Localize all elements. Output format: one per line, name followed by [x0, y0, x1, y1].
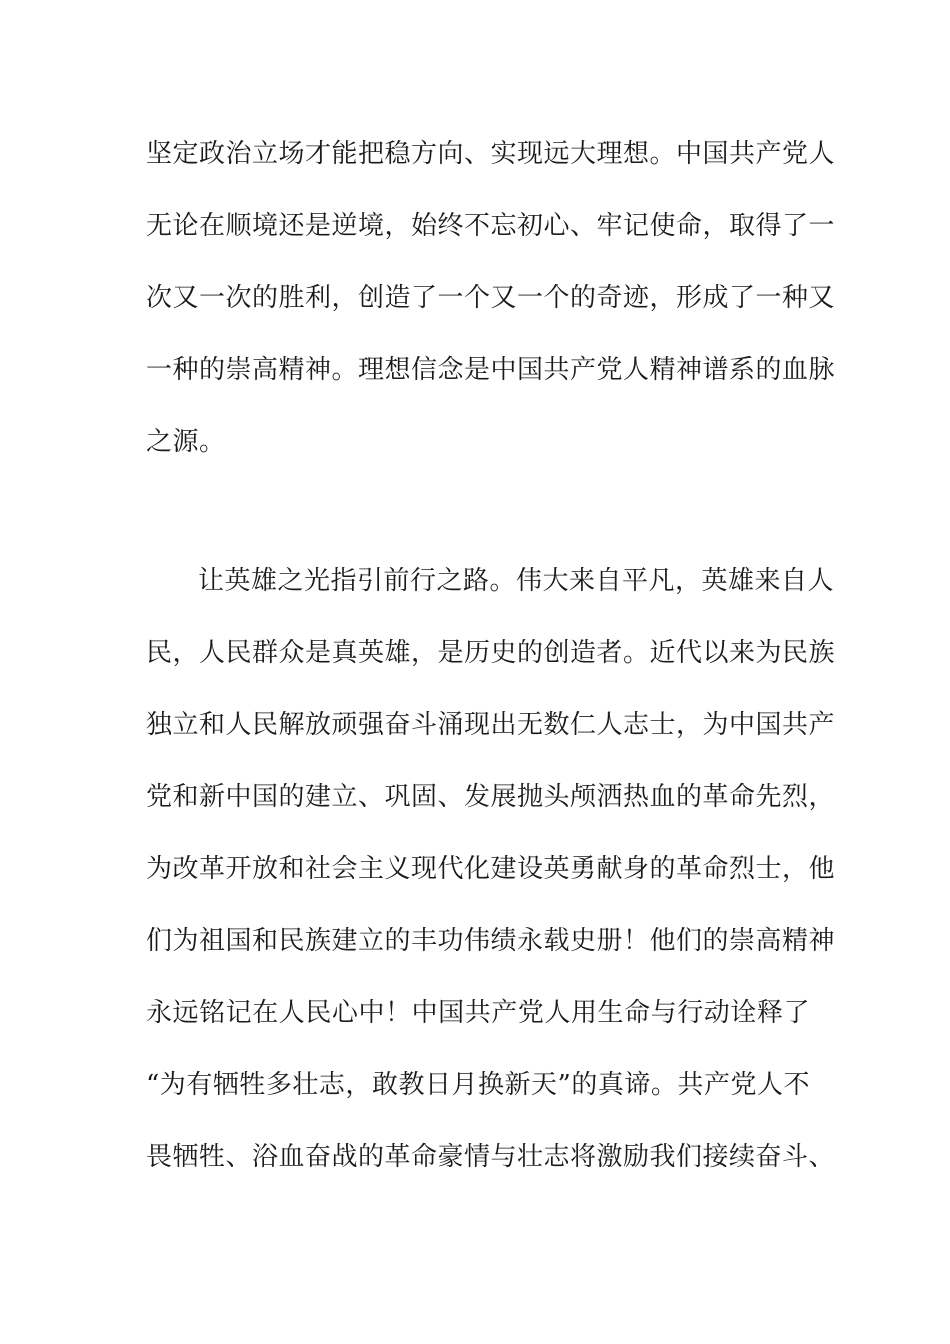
paragraph-2-line-4: 党和新中国的建立、巩固、发展抛头颅洒热血的革命先烈，	[146, 782, 836, 812]
paragraph-2-line-6: 们为祖国和民族建立的丰功伟绩永载史册！他们的崇高精神	[146, 926, 836, 956]
paragraph-2-line-5: 为改革开放和社会主义现代化建设英勇献身的革命烈士，他	[146, 854, 836, 884]
paragraph-1-line-4: 一种的崇高精神。理想信念是中国共产党人精神谱系的血脉	[146, 355, 836, 385]
paragraph-1-line-5: 之源。	[146, 427, 226, 457]
paragraph-1-line-2: 无论在顺境还是逆境，始终不忘初心、牢记使命，取得了一	[146, 211, 836, 241]
paragraph-2-line-8: “为有牺牲多壮志，敢教日月换新天”的真谛。共产党人不	[146, 1070, 810, 1100]
paragraph-2-line-3: 独立和人民解放顽强奋斗涌现出无数仁人志士，为中国共产	[146, 710, 836, 740]
paragraph-2-line-7: 永远铭记在人民心中！中国共产党人用生命与行动诠释了	[146, 998, 810, 1028]
paragraph-1-line-3: 次又一次的胜利，创造了一个又一个的奇迹，形成了一种又	[146, 283, 836, 313]
paragraph-1-line-1: 坚定政治立场才能把稳方向、实现远大理想。中国共产党人	[146, 139, 836, 169]
paragraph-2-line-1: 让英雄之光指引前行之路。伟大来自平凡，英雄来自人	[198, 566, 835, 596]
paragraph-2-line-9: 畏牺牲、浴血奋战的革命豪情与壮志将激励我们接续奋斗、	[146, 1142, 836, 1172]
paragraph-2-line-2: 民，人民群众是真英雄，是历史的创造者。近代以来为民族	[146, 638, 836, 668]
